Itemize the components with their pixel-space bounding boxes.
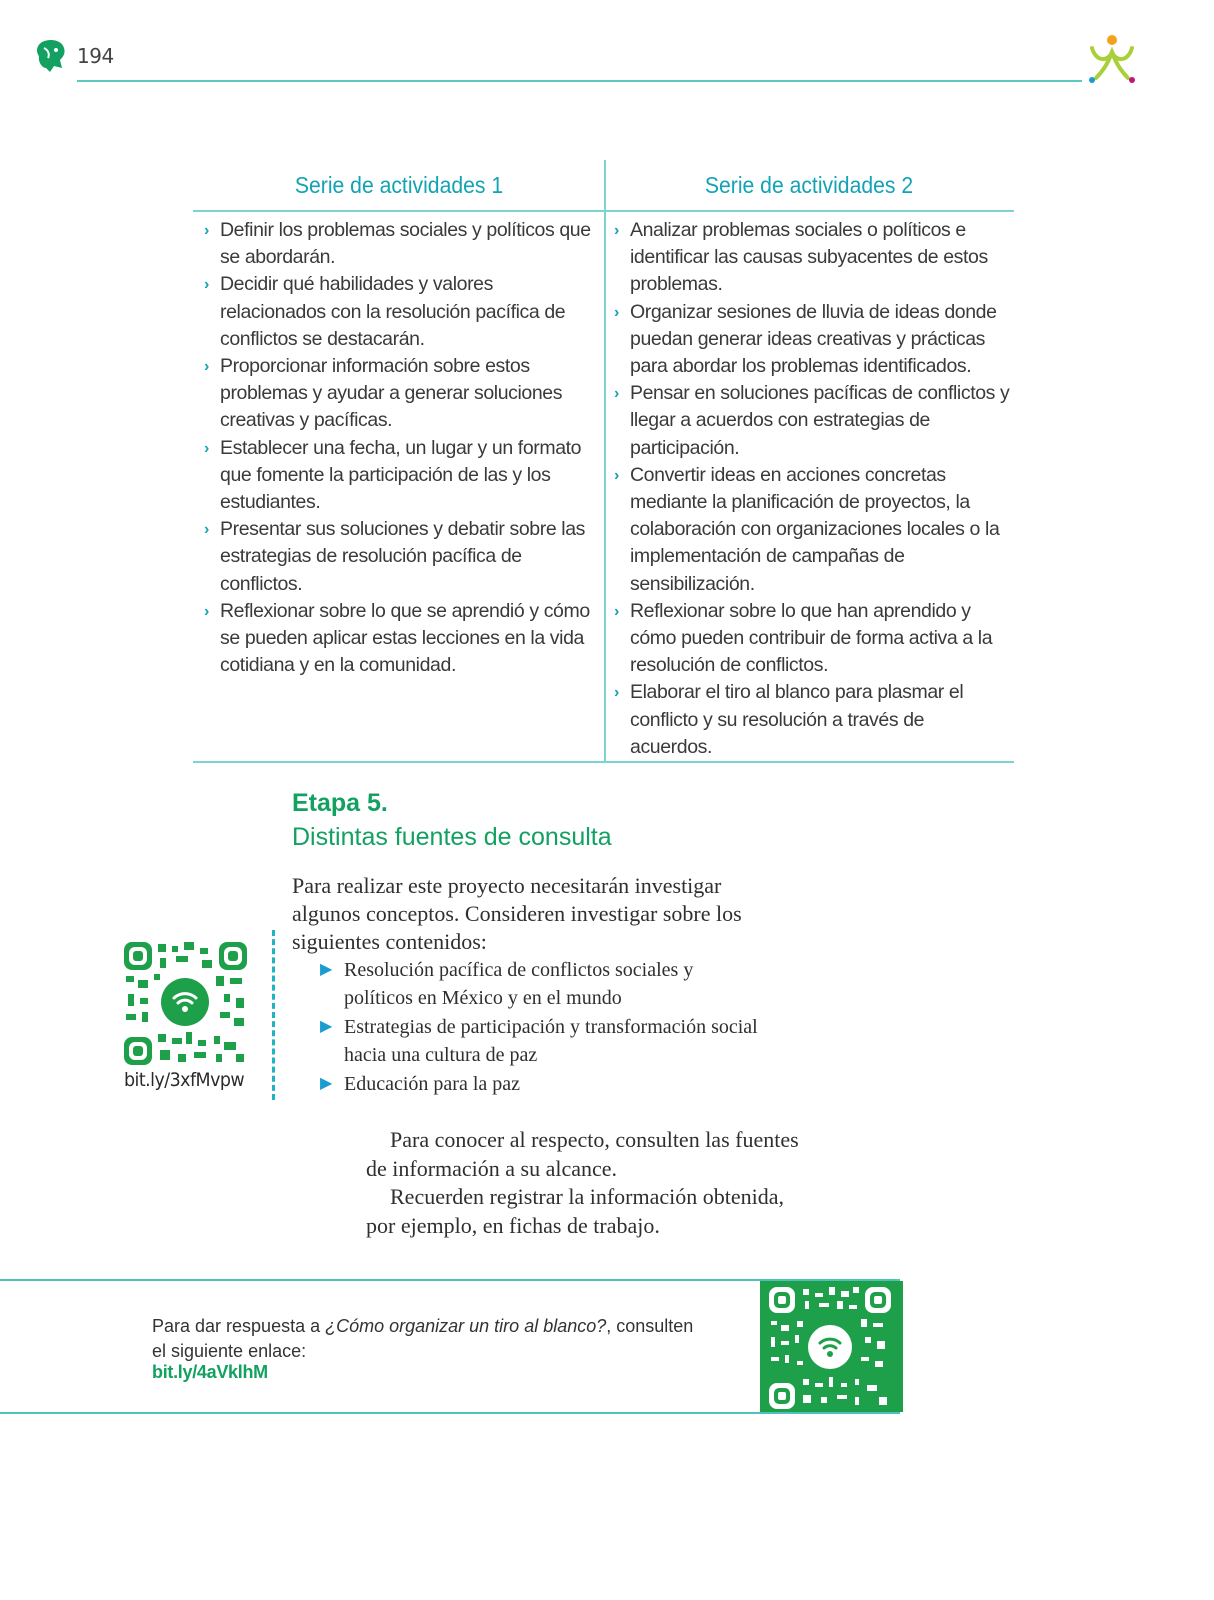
etapa-label: Etapa 5. <box>292 789 388 817</box>
chevron-right-icon: › <box>614 466 619 484</box>
chevron-right-icon: › <box>204 222 209 239</box>
qr-link[interactable]: bit.ly/3xfMvpw <box>124 1069 245 1091</box>
etapa-title: Distintas fuentes de consulta <box>292 823 612 851</box>
list-item: › Proporcionar información sobre estos problemas y ayudar a generar soluciones creativas y pacíficas. <box>204 355 563 432</box>
topics-list <box>318 956 758 1098</box>
chevron-right-icon: › <box>204 439 209 457</box>
footer-rule-bottom <box>0 1412 900 1414</box>
list-item: › Decidir qué habilidades y valores relacionados con la resolución pacífica de conflictos se destacarán. <box>204 273 566 350</box>
list-item: › Reflexionar sobre lo que se aprendió y cómo se pueden aplicar estas lecciones en la vida cotidiana y en la comunidad. <box>204 599 590 677</box>
list-item: › Definir los problemas sociales y políticos que se abordarán. <box>204 219 591 269</box>
chevron-right-icon: › <box>614 303 619 321</box>
list-item: › Reflexionar sobre lo que han aprendido y cómo pueden contribuir de forma activa a la resolución de conflictos. <box>614 599 993 677</box>
column-title-2: Serie de actividades 2 <box>704 172 914 198</box>
activity-list-1 <box>204 217 596 679</box>
table-column-divider <box>604 160 606 762</box>
activity-list-2 <box>614 217 1010 761</box>
chevron-right-icon: › <box>204 602 209 620</box>
leaf-head-icon <box>36 38 68 74</box>
list-item: ▶ Resolución pacífica de conflictos sociales y políticos en México y en el mundo <box>318 956 758 1013</box>
chevron-right-icon: › <box>614 602 619 620</box>
list-item: › Convertir ideas en acciones concretas mediante la planificación de proyectos, la colaboración con organizaciones locales o la implementación de campañas de sensibilización. <box>614 463 1000 595</box>
header-rule <box>77 80 1082 82</box>
chevron-right-icon: › <box>204 358 209 376</box>
qr-code-icon[interactable] <box>124 942 247 1065</box>
footer-text: Para dar respuesta a ¿Cómo organizar un tiro al blanco?, consulten el siguiente enlace: <box>152 1316 694 1361</box>
section-heading <box>292 786 612 854</box>
triangle-bullet-icon: ▶ <box>320 1017 333 1035</box>
intro-paragraph: Para realizar este proyecto necesitarán investigar algunos conceptos. Consideren investigar sobre los siguientes contenidos: <box>292 873 742 954</box>
consult-paragraph <box>366 1126 806 1240</box>
flower-figure-logo <box>1086 32 1138 86</box>
chevron-right-icon: › <box>614 684 619 702</box>
dashed-divider <box>272 930 275 1100</box>
list-item: › Analizar problemas sociales o políticos e identificar las causas subyacentes de estos problemas. <box>614 219 988 296</box>
chevron-right-icon: › <box>614 385 619 403</box>
column-title-1: Serie de actividades 1 <box>294 172 504 198</box>
list-item: › Organizar sesiones de lluvia de ideas donde puedan generar ideas creativas y prácticas para abordar los problemas identificados. <box>614 300 997 378</box>
triangle-bullet-icon: ▶ <box>320 1074 333 1092</box>
consult-line-1: Para conocer al respecto, consulten las fuentes de información a su alcance. <box>366 1127 799 1181</box>
page-number: 194 <box>77 44 114 68</box>
list-item: › Elaborar el tiro al blanco para plasmar el conflicto y su resolución a través de acuerdos. <box>614 681 964 758</box>
footer-link[interactable]: bit.ly/4aVklhM <box>152 1362 268 1382</box>
list-item: › Presentar sus soluciones y debatir sobre las estrategias de resolución pacífica de conflictos. <box>204 518 586 595</box>
chevron-right-icon: › <box>614 222 619 239</box>
chevron-right-icon: › <box>204 521 209 539</box>
triangle-bullet-icon: ▶ <box>320 961 333 978</box>
list-item: › Pensar en soluciones pacíficas de conflictos y llegar a acuerdos con estrategias de participación. <box>614 382 1010 459</box>
consult-line-2: Recuerden registrar la información obtenida, por ejemplo, en fichas de trabajo. <box>366 1184 785 1238</box>
chevron-right-icon: › <box>204 276 209 294</box>
list-item: ▶ Educación para la paz <box>318 1070 758 1098</box>
list-item: › Establecer una fecha, un lugar y un formato que fomente la participación de las y los estudiantes. <box>204 436 582 514</box>
list-item: ▶ Estrategias de participación y transformación social hacia una cultura de paz <box>318 1013 758 1070</box>
qr-code-icon[interactable] <box>769 1287 891 1409</box>
